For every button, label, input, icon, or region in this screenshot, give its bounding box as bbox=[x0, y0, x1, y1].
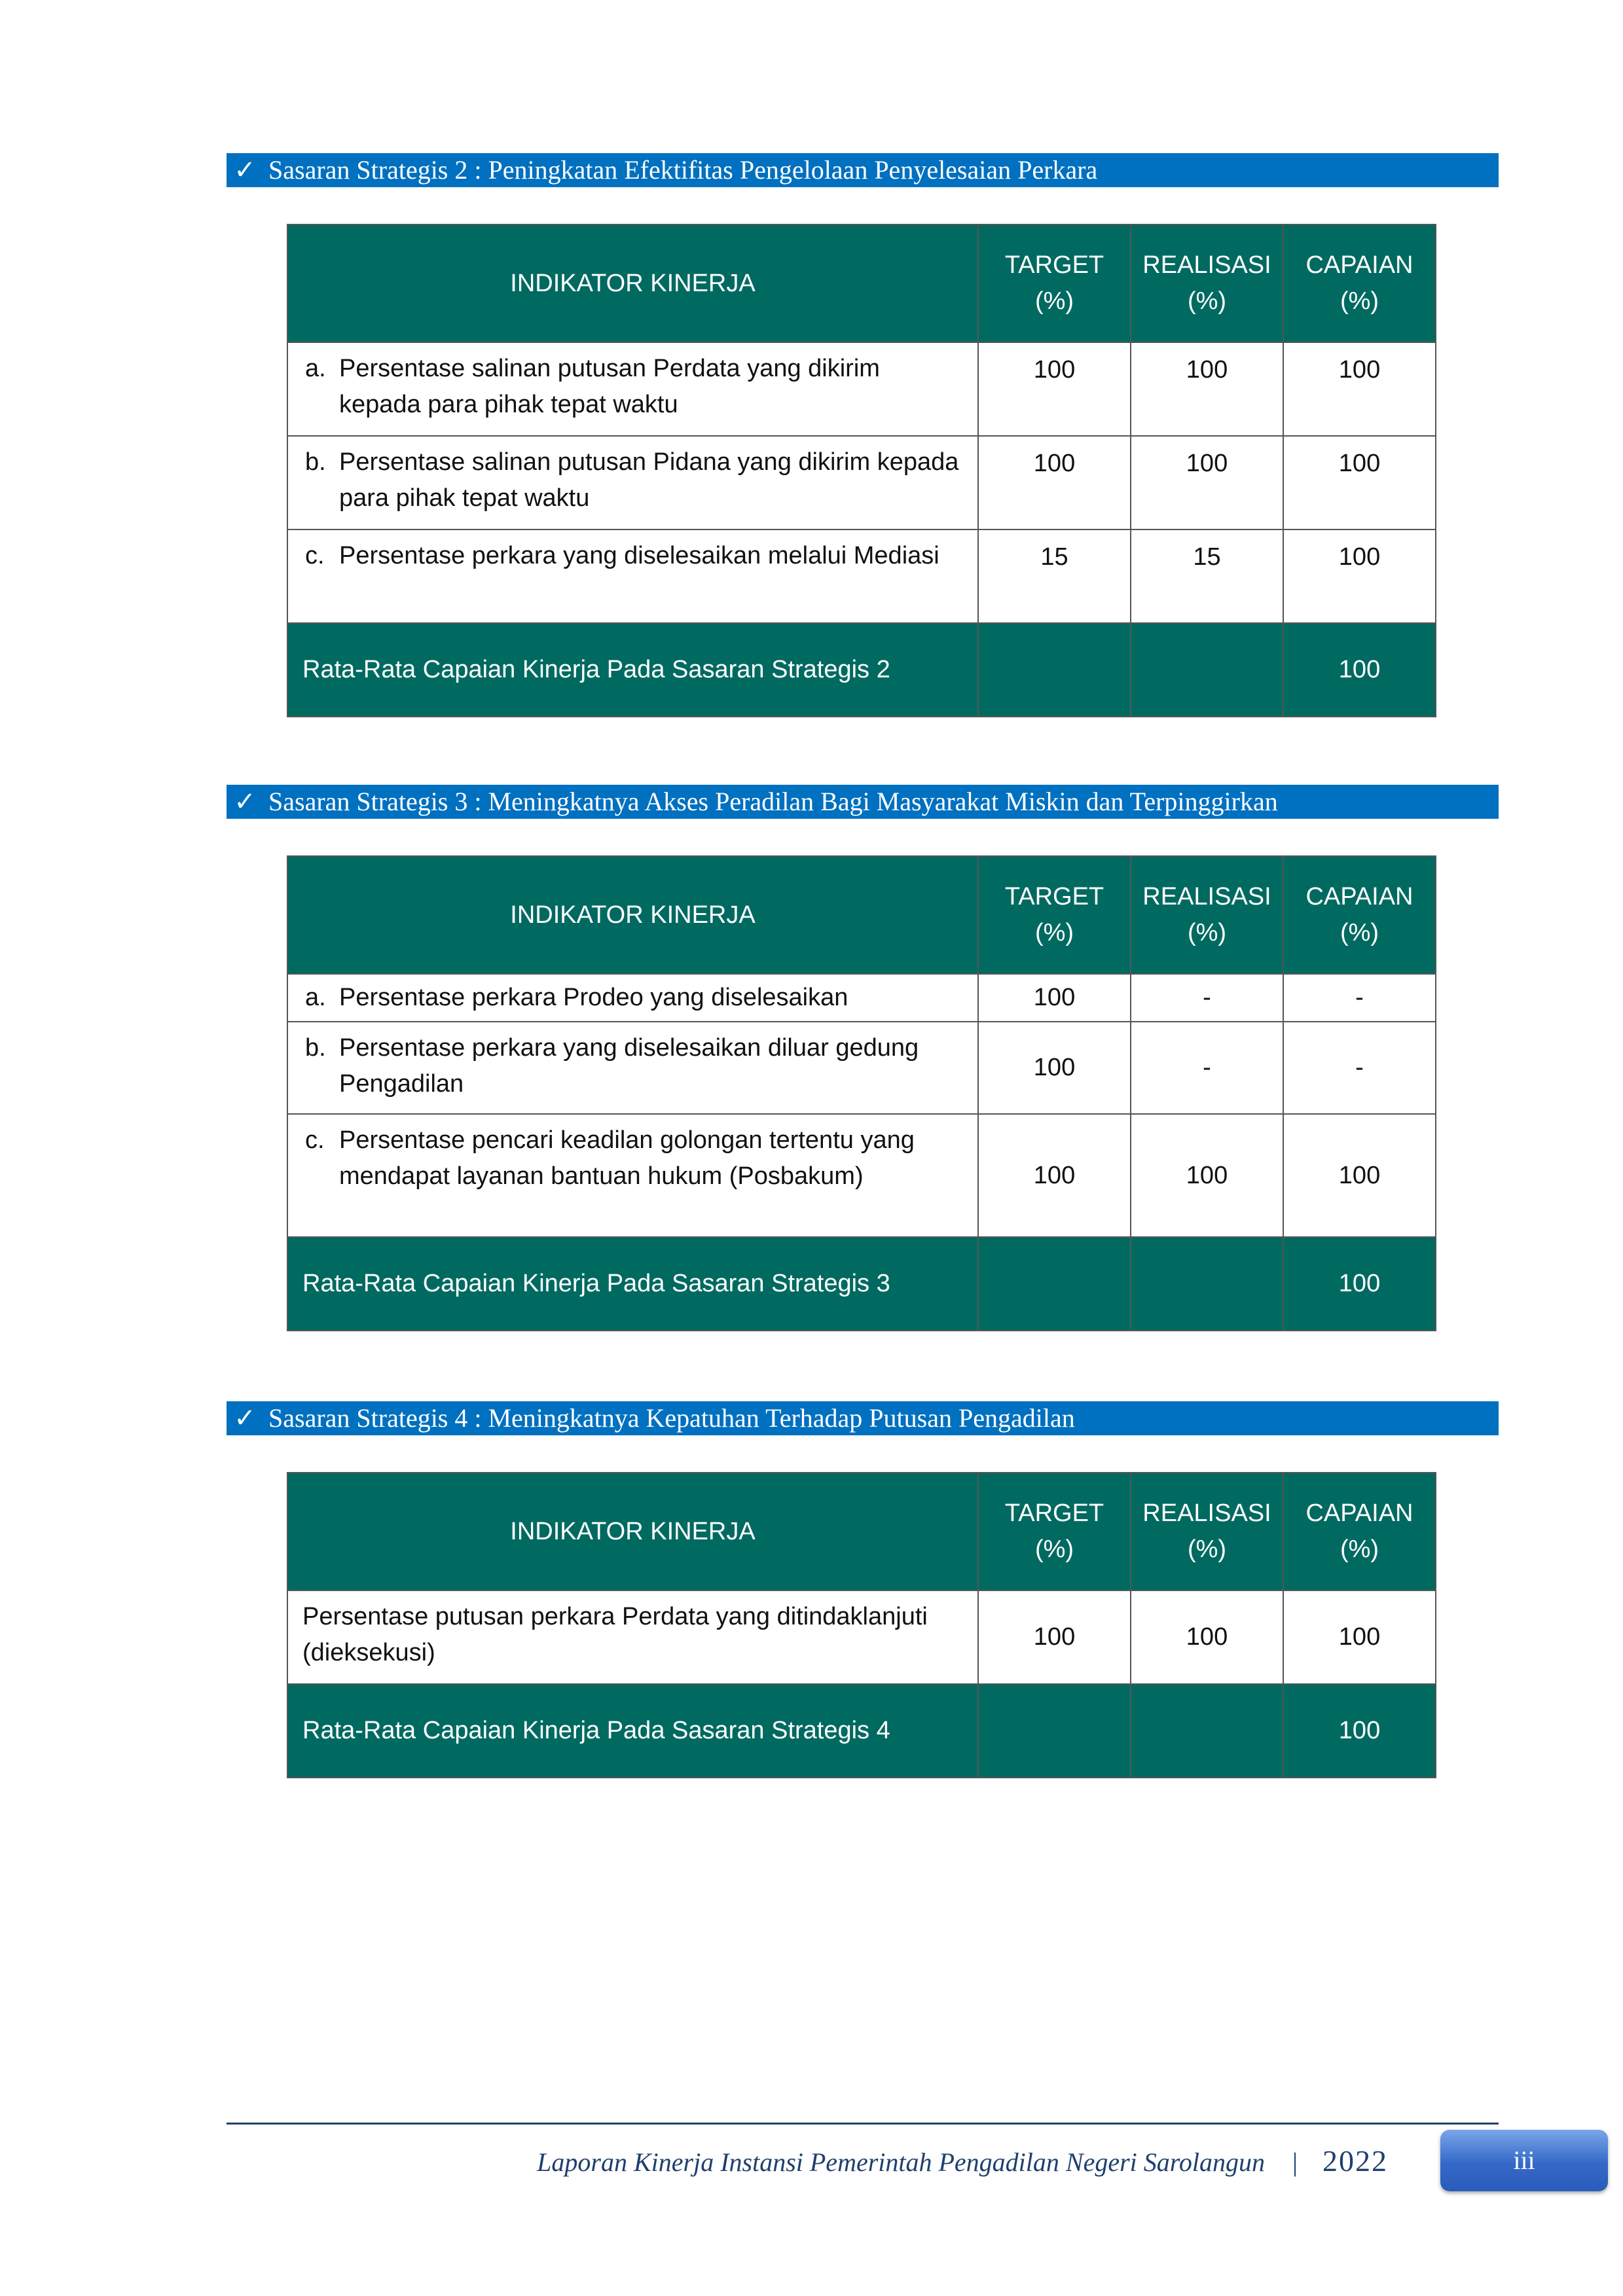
indikator-cell: b. Persentase salinan putusan Pidana yang dikirim kepada para pihak tepat waktu bbox=[287, 436, 978, 529]
kinerja-table-sasaran-3 bbox=[287, 855, 1436, 1331]
table-header-row bbox=[287, 224, 1436, 342]
realisasi-cell: 100 bbox=[1131, 342, 1283, 436]
kinerja-table-sasaran-4 bbox=[287, 1472, 1436, 1778]
realisasi-cell: 100 bbox=[1131, 1590, 1283, 1684]
table-row bbox=[287, 342, 1436, 436]
indikator-cell: b. Persentase perkara yang diselesaikan diluar gedung Pengadilan bbox=[287, 1022, 978, 1114]
average-target-cell bbox=[978, 623, 1131, 717]
table-header-row bbox=[287, 856, 1436, 974]
section-heading-sasaran-3 bbox=[227, 785, 1499, 819]
section-title: Sasaran Strategis 2 : Peningkatan Efektifitas Pengelolaan Penyelesaian Perkara bbox=[268, 155, 1098, 185]
section-title: Sasaran Strategis 4 : Meningkatnya Kepatuhan Terhadap Putusan Pengadilan bbox=[268, 1403, 1075, 1433]
header-indikator: INDIKATOR KINERJA bbox=[287, 856, 978, 974]
capaian-cell: 100 bbox=[1283, 436, 1436, 529]
target-cell: 15 bbox=[978, 529, 1131, 623]
realisasi-cell: 100 bbox=[1131, 1114, 1283, 1237]
indikator-cell: c. Persentase perkara yang diselesaikan melalui Mediasi bbox=[287, 529, 978, 623]
average-target-cell bbox=[978, 1684, 1131, 1778]
average-row bbox=[287, 1237, 1436, 1331]
header-target: TARGET (%) bbox=[978, 856, 1131, 974]
section-title: Sasaran Strategis 3 : Meningkatnya Akses Peradilan Bagi Masyarakat Miskin dan Terpinggirkan bbox=[268, 787, 1278, 816]
indikator-cell: a. Persentase salinan putusan Perdata yang dikirim kepada para pihak tepat waktu bbox=[287, 342, 978, 436]
report-year: 2022 bbox=[1322, 2144, 1388, 2178]
average-realisasi-cell bbox=[1131, 1684, 1283, 1778]
table-row bbox=[287, 436, 1436, 529]
average-capaian-value: 100 bbox=[1283, 1684, 1436, 1778]
average-row bbox=[287, 623, 1436, 717]
header-realisasi: REALISASI (%) bbox=[1131, 1473, 1283, 1590]
average-label: Rata-Rata Capaian Kinerja Pada Sasaran Strategis 3 bbox=[287, 1237, 978, 1331]
table-header-row bbox=[287, 1473, 1436, 1590]
indikator-cell: a. Persentase perkara Prodeo yang diselesaikan bbox=[287, 974, 978, 1022]
capaian-cell: 100 bbox=[1283, 1114, 1436, 1237]
table-row bbox=[287, 974, 1436, 1022]
checkmark-icon: ✓ bbox=[234, 787, 256, 816]
average-label: Rata-Rata Capaian Kinerja Pada Sasaran Strategis 2 bbox=[287, 623, 978, 717]
footer bbox=[458, 2144, 1388, 2178]
average-row bbox=[287, 1684, 1436, 1778]
realisasi-cell: - bbox=[1131, 974, 1283, 1022]
realisasi-cell: 15 bbox=[1131, 529, 1283, 623]
header-capaian: CAPAIAN (%) bbox=[1283, 1473, 1436, 1590]
target-cell: 100 bbox=[978, 436, 1131, 529]
target-cell: 100 bbox=[978, 1022, 1131, 1114]
section-heading-sasaran-4 bbox=[227, 1401, 1499, 1435]
header-capaian: CAPAIAN (%) bbox=[1283, 856, 1436, 974]
checkmark-icon: ✓ bbox=[234, 155, 256, 185]
header-target: TARGET (%) bbox=[978, 1473, 1131, 1590]
table-row bbox=[287, 1114, 1436, 1237]
table-row bbox=[287, 1590, 1436, 1684]
average-realisasi-cell bbox=[1131, 1237, 1283, 1331]
footer-divider bbox=[227, 2123, 1499, 2125]
header-indikator: INDIKATOR KINERJA bbox=[287, 1473, 978, 1590]
section-heading-sasaran-2 bbox=[227, 153, 1499, 187]
average-realisasi-cell bbox=[1131, 623, 1283, 717]
realisasi-cell: 100 bbox=[1131, 436, 1283, 529]
table-row bbox=[287, 529, 1436, 623]
checkmark-icon: ✓ bbox=[234, 1403, 256, 1433]
average-target-cell bbox=[978, 1237, 1131, 1331]
average-label: Rata-Rata Capaian Kinerja Pada Sasaran Strategis 4 bbox=[287, 1684, 978, 1778]
realisasi-cell: - bbox=[1131, 1022, 1283, 1114]
capaian-cell: 100 bbox=[1283, 342, 1436, 436]
footer-separator: | bbox=[1292, 2147, 1298, 2177]
header-indikator: INDIKATOR KINERJA bbox=[287, 224, 978, 342]
header-realisasi: REALISASI (%) bbox=[1131, 856, 1283, 974]
capaian-cell: 100 bbox=[1283, 1590, 1436, 1684]
target-cell: 100 bbox=[978, 1114, 1131, 1237]
header-capaian: CAPAIAN (%) bbox=[1283, 224, 1436, 342]
target-cell: 100 bbox=[978, 1590, 1131, 1684]
report-title: Laporan Kinerja Instansi Pemerintah Pengadilan Negeri Sarolangun bbox=[537, 2147, 1265, 2177]
header-realisasi: REALISASI (%) bbox=[1131, 224, 1283, 342]
capaian-cell: - bbox=[1283, 974, 1436, 1022]
average-capaian-value: 100 bbox=[1283, 623, 1436, 717]
page-number-badge: iii bbox=[1440, 2130, 1608, 2191]
target-cell: 100 bbox=[978, 974, 1131, 1022]
kinerja-table-sasaran-2 bbox=[287, 224, 1436, 717]
indikator-cell: Persentase putusan perkara Perdata yang ditindaklanjuti (dieksekusi) bbox=[287, 1590, 978, 1684]
indikator-cell: c. Persentase pencari keadilan golongan tertentu yang mendapat layanan bantuan hukum (Posbakum) bbox=[287, 1114, 978, 1237]
capaian-cell: - bbox=[1283, 1022, 1436, 1114]
header-target: TARGET (%) bbox=[978, 224, 1131, 342]
table-row bbox=[287, 1022, 1436, 1114]
capaian-cell: 100 bbox=[1283, 529, 1436, 623]
target-cell: 100 bbox=[978, 342, 1131, 436]
average-capaian-value: 100 bbox=[1283, 1237, 1436, 1331]
